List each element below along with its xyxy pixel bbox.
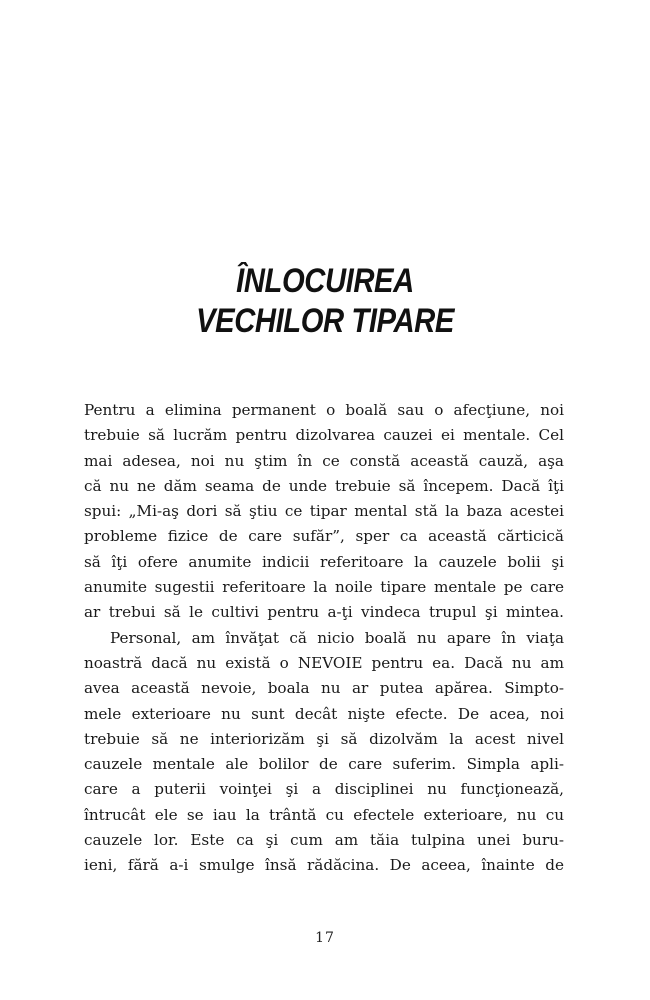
text-line: ar trebui să le cultivi pentru a-ţi vindeca trupul şi mintea. (84, 603, 564, 622)
text-line: care a puterii voinţei şi a disciplinei nu funcţionează, (84, 780, 564, 799)
text-line: cauzele mentale ale bolilor de care suferim. Simpla apli- (84, 755, 564, 774)
chapter-title (46, 261, 605, 341)
text-line: întrucât ele se iau la trântă cu efectele exterioare, nu cu (84, 805, 564, 824)
chapter-title-line-1: ÎNLOCUIREA (236, 261, 414, 300)
text-line: mele exterioare nu sunt decât nişte efecte. De acea, noi (84, 704, 564, 723)
text-line: trebuie să ne interiorizăm şi să dizolvăm la acest nivel (84, 729, 564, 748)
text-line: ieni, fără a-i smulge însă rădăcina. De aceea, înainte de (84, 856, 564, 875)
text-line: Pentru a elimina permanent o boală sau o afecţiune, noi (84, 401, 564, 419)
text-line: cauzele lor. Este ca şi cum am tăia tulpina unei buru- (84, 831, 564, 850)
page-number: 17 (315, 930, 335, 946)
paragraph-2 (84, 626, 564, 879)
text-line: trebuie să lucrăm pentru dizolvarea cauzei ei mentale. Cel (84, 426, 564, 445)
text-line: că nu ne dăm seama de unde trebuie să începem. Dacă îţi (84, 476, 564, 495)
text-line: probleme fizice de care sufăr”, sper ca această cărticică (84, 527, 564, 546)
text-line: Personal, am învăţat că nicio boală nu apare în viaţa (110, 628, 564, 647)
text-line: spui: „Mi-aş dori să ştiu ce tipar mental stă la baza acestei (84, 502, 564, 521)
text-line: mai adesea, noi nu ştim în ce constă această cauză, aşa (84, 451, 564, 470)
text-line: anumite sugestii referitoare la noile tipare mentale pe care (84, 578, 564, 597)
body-text (84, 398, 564, 879)
text-line: să îţi ofere anumite indicii referitoare la cauzele bolii şi (84, 552, 564, 571)
paragraph-1 (84, 398, 564, 626)
text-line: noastră dacă nu există o NEVOIE pentru ea. Dacă nu am (84, 653, 564, 672)
text-line: avea această nevoie, boala nu ar putea apărea. Simpto- (84, 679, 564, 698)
chapter-title-line-2: VECHILOR TIPARE (196, 301, 454, 340)
